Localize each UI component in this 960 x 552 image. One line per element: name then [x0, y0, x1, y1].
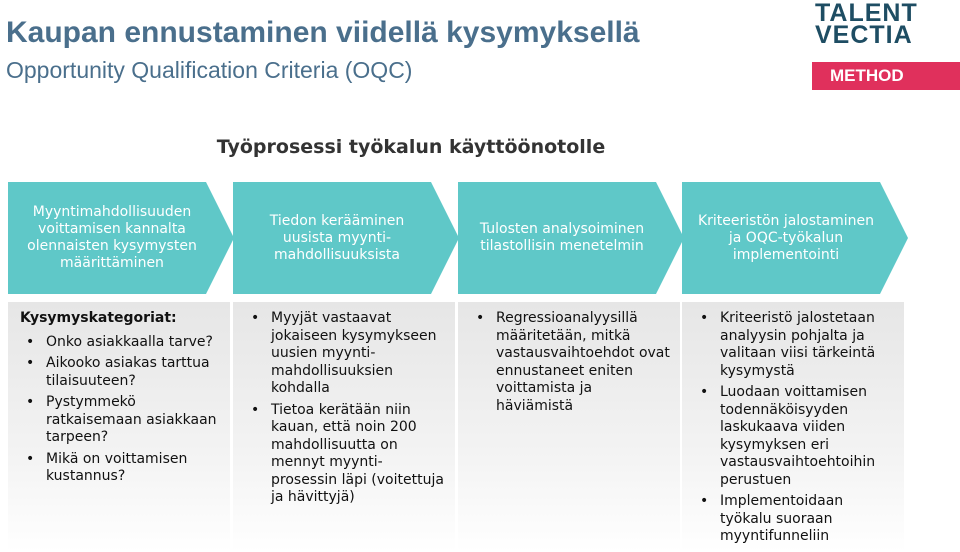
bullet-item: • Regressioanalyysillä määritetään, mitkä vastausvaihtoehdot ovat ennustaneet eniten voittamista ja häviämistä	[470, 310, 672, 415]
bullet-item: • Pystymmekö ratkaisemaan asiakkaan tarpeen?	[20, 394, 222, 447]
bullet-item: • Aikooko asiakas tarttua tilaisuuteen?	[20, 355, 222, 390]
bullet-item: • Myyjät vastaavat jokaiseen kysymykseen uusien myynti-mahdollisuuksien kohdalla	[245, 310, 447, 398]
method-badge: METHOD	[812, 62, 960, 90]
process-step-label: Kriteeristön jalostaminen ja OQC-työkalun implementointi	[697, 212, 875, 263]
detail-box-3	[458, 302, 680, 552]
detail-box-4	[682, 302, 904, 552]
bullet-item: • Mikä on voittamisen kustannus?	[20, 451, 222, 486]
detail-box-2	[233, 302, 455, 552]
bullet-item: • Kriteeristö jalostetaan analyysin pohjalta ja valitaan viisi tärkeintä kysymystä	[694, 310, 896, 380]
talentvectia-logo	[815, 0, 918, 49]
process-step-4	[682, 182, 908, 294]
box-heading: Kysymyskategoriat:	[20, 310, 177, 326]
detail-box-1	[8, 302, 230, 552]
process-step-label: Tulosten analysoiminen tilastollisin menetelmin	[479, 221, 645, 254]
bullet-list	[245, 310, 447, 507]
bullet-list	[20, 334, 222, 486]
bullet-item: • Onko asiakkaalla tarve?	[20, 334, 222, 352]
process-step-label: Myyntimahdollisuuden voittamisen kannalta olennaisten kysymysten määrittäminen	[27, 204, 197, 271]
bullet-item: • Implementoidaan työkalu suoraan myyntifunneliin	[694, 493, 896, 546]
bullet-item: • Luodaan voittamisen todennäköisyyden laskukaava viiden kysymyksen eri vastausvaihtoehtoihin perustuen	[694, 384, 896, 489]
process-step-3	[458, 182, 684, 294]
logo-line1: TALENT	[815, 0, 918, 27]
process-step-1	[8, 182, 234, 294]
process-step-label: Tiedon kerääminen uusista myynti-mahdollisuuksista	[269, 212, 405, 263]
page-title: Kaupan ennustaminen viidellä kysymyksellä	[6, 16, 640, 49]
bullet-list	[470, 310, 672, 415]
logo-line2: VECTIA	[815, 21, 913, 49]
bullet-list	[694, 310, 896, 546]
bullet-item: • Tietoa kerätään niin kauan, että noin 200 mahdollisuutta on mennyt myynti-prosessin läpi (voitettuja ja hävittyjä)	[245, 402, 447, 507]
process-step-2	[233, 182, 459, 294]
page-subtitle: Opportunity Qualification Criteria (OQC)	[6, 57, 413, 83]
process-heading: Työprosessi työkalun käyttöönotolle	[216, 136, 606, 158]
